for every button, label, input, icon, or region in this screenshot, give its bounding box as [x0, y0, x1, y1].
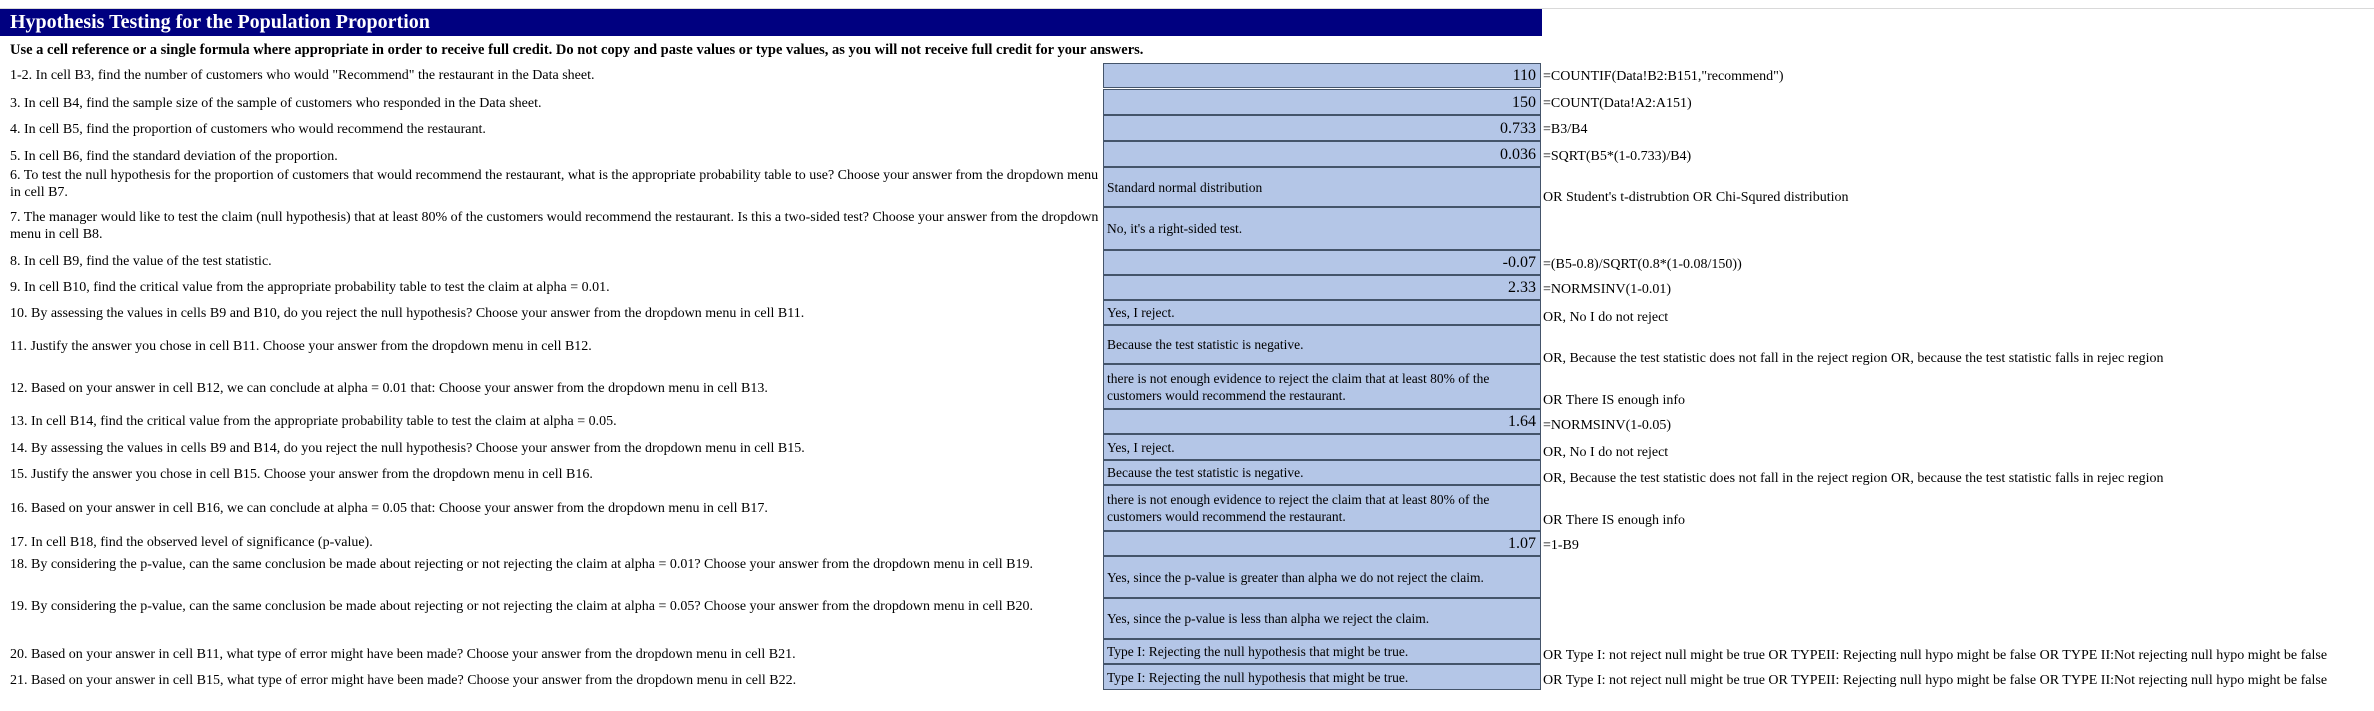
question-11: 11. Justify the answer you chose in cell B11. Choose your answer from the dropdown menu in cell B12.	[10, 339, 592, 354]
answer-cell-b6[interactable]: 0.036	[1103, 141, 1541, 167]
answer-cell-b7[interactable]: Standard normal distribution	[1103, 167, 1541, 207]
question-16: 16. Based on your answer in cell B16, we can conclude at alpha = 0.05 that: Choose your answer from the dropdown menu in cell B17.	[10, 501, 768, 516]
formula-note-b21: OR Type I: not reject null might be true OR TYPEII: Rejecting null hypo might be false OR TYPE II:Not rejecting null hypo might be false	[1543, 648, 2328, 663]
answer-cell-b17[interactable]: there is not enough evidence to reject the claim that at least 80% of the customers would recommend the restaurant.	[1103, 485, 1541, 531]
formula-note-b14: =NORMSINV(1-0.05)	[1543, 418, 1672, 433]
answer-cell-b14[interactable]: 1.64	[1103, 409, 1541, 434]
answer-cell-b18[interactable]: 1.07	[1103, 531, 1541, 556]
answer-cell-b11[interactable]: Yes, I reject.	[1103, 300, 1541, 325]
question-20: 20. Based on your answer in cell B11, what type of error might have been made? Choose your answer from the dropdown menu in cell B21.	[10, 647, 796, 662]
formula-note-b10: =NORMSINV(1-0.01)	[1543, 282, 1672, 297]
answer-cell-b13[interactable]: there is not enough evidence to reject the claim that at least 80% of the customers would recommend the restaurant.	[1103, 364, 1541, 409]
formula-note-b13: OR There IS enough info	[1543, 393, 1686, 408]
formula-note-b7: OR Student's t-distrubtion OR Chi-Squred distribution	[1543, 190, 1849, 205]
formula-note-b9: =(B5-0.8)/SQRT(0.8*(1-0.08/150))	[1543, 257, 1742, 272]
question-9: 9. In cell B10, find the critical value from the appropriate probability table to test the claim at alpha = 0.01.	[10, 280, 610, 295]
question-21: 21. Based on your answer in cell B15, what type of error might have been made? Choose your answer from the dropdown menu in cell B22.	[10, 673, 797, 688]
instructions-text: Use a cell reference or a single formula where appropriate in order to receive full credit. Do not copy and paste values or type values, as you will not receive full credit for your answers.	[10, 42, 1144, 58]
formula-note-b5: =B3/B4	[1543, 122, 1588, 137]
formula-note-b6: =SQRT(B5*(1-0.733)/B4)	[1543, 149, 1692, 164]
top-strip	[0, 0, 2374, 9]
question-1-2: 1-2. In cell B3, find the number of customers who would "Recommend" the restaurant in the Data sheet.	[10, 68, 595, 83]
answer-cell-b3[interactable]: 110	[1103, 63, 1541, 88]
question-18: 18. By considering the p-value, can the same conclusion be made about rejecting or not rejecting the claim at alpha = 0.01? Choose your answer from the dropdown menu in cell B19.	[10, 557, 1033, 572]
formula-note-b12: OR, Because the test statistic does not fall in the reject region OR, because the test statistic falls in rejec region	[1543, 351, 2164, 366]
answer-cell-b8[interactable]: No, it's a right-sided test.	[1103, 207, 1541, 250]
question-10: 10. By assessing the values in cells B9 and B10, do you reject the null hypothesis? Choose your answer from the dropdown menu in cell B11.	[10, 306, 805, 321]
formula-note-b3: =COUNTIF(Data!B2:B151,"recommend")	[1543, 69, 1784, 84]
answer-cell-b4[interactable]: 150	[1103, 89, 1541, 115]
question-15: 15. Justify the answer you chose in cell B15. Choose your answer from the dropdown menu in cell B16.	[10, 467, 593, 482]
formula-note-b17: OR There IS enough info	[1543, 513, 1686, 528]
question-14: 14. By assessing the values in cells B9 and B14, do you reject the null hypothesis? Choose your answer from the dropdown menu in cell B15.	[10, 441, 805, 456]
question-12: 12. Based on your answer in cell B12, we can conclude at alpha = 0.01 that: Choose your answer from the dropdown menu in cell B13.	[10, 381, 768, 396]
formula-note-b16: OR, Because the test statistic does not fall in the reject region OR, because the test statistic falls in rejec region	[1543, 471, 2164, 486]
question-4: 4. In cell B5, find the proportion of customers who would recommend the restaurant.	[10, 122, 486, 137]
answer-cell-b20[interactable]: Yes, since the p-value is less than alpha we reject the claim.	[1103, 598, 1541, 639]
answer-cell-b15[interactable]: Yes, I reject.	[1103, 434, 1541, 460]
answer-cell-b9[interactable]: -0.07	[1103, 250, 1541, 275]
question-19: 19. By considering the p-value, can the same conclusion be made about rejecting or not rejecting the claim at alpha = 0.05? Choose your answer from the dropdown menu in cell B20.	[10, 599, 1033, 614]
answer-cell-b12[interactable]: Because the test statistic is negative.	[1103, 325, 1541, 364]
sheet-title: Hypothesis Testing for the Population Proportion	[0, 9, 1542, 36]
question-13: 13. In cell B14, find the critical value from the appropriate probability table to test the claim at alpha = 0.05.	[10, 414, 617, 429]
formula-note-b4: =COUNT(Data!A2:A151)	[1543, 96, 1692, 111]
formula-note-b11: OR, No I do not reject	[1543, 310, 1669, 325]
question-6: 6. To test the null hypothesis for the proportion of customers that would recommend the restaurant, what is the appropriate probability table to use? Choose your answer from the dropdown menu in cell B7.	[10, 168, 1099, 200]
formula-note-b22: OR Type I: not reject null might be true OR TYPEII: Rejecting null hypo might be false OR TYPE II:Not rejecting null hypo might be false	[1543, 673, 2328, 688]
question-5: 5. In cell B6, find the standard deviation of the proportion.	[10, 149, 338, 164]
formula-note-b15: OR, No I do not reject	[1543, 445, 1669, 460]
answer-cell-b22[interactable]: Type I: Rejecting the null hypothesis that might be true.	[1103, 664, 1541, 690]
answer-cell-b5[interactable]: 0.733	[1103, 115, 1541, 141]
question-3: 3. In cell B4, find the sample size of the sample of customers who responded in the Data sheet.	[10, 96, 542, 111]
question-7: 7. The manager would like to test the claim (null hypothesis) that at least 80% of the customers would recommend the restaurant. Is this a two-sided test? Choose your answer from the dropdown menu in cell B8.	[10, 210, 1099, 242]
answer-cell-b10[interactable]: 2.33	[1103, 275, 1541, 300]
answer-cell-b19[interactable]: Yes, since the p-value is greater than alpha we do not reject the claim.	[1103, 556, 1541, 598]
question-8: 8. In cell B9, find the value of the test statistic.	[10, 254, 272, 269]
answer-cell-b16[interactable]: Because the test statistic is negative.	[1103, 460, 1541, 485]
formula-note-b18: =1-B9	[1543, 538, 1579, 553]
question-17: 17. In cell B18, find the observed level of significance (p-value).	[10, 535, 373, 550]
answer-cell-b21[interactable]: Type I: Rejecting the null hypothesis that might be true.	[1103, 639, 1541, 664]
